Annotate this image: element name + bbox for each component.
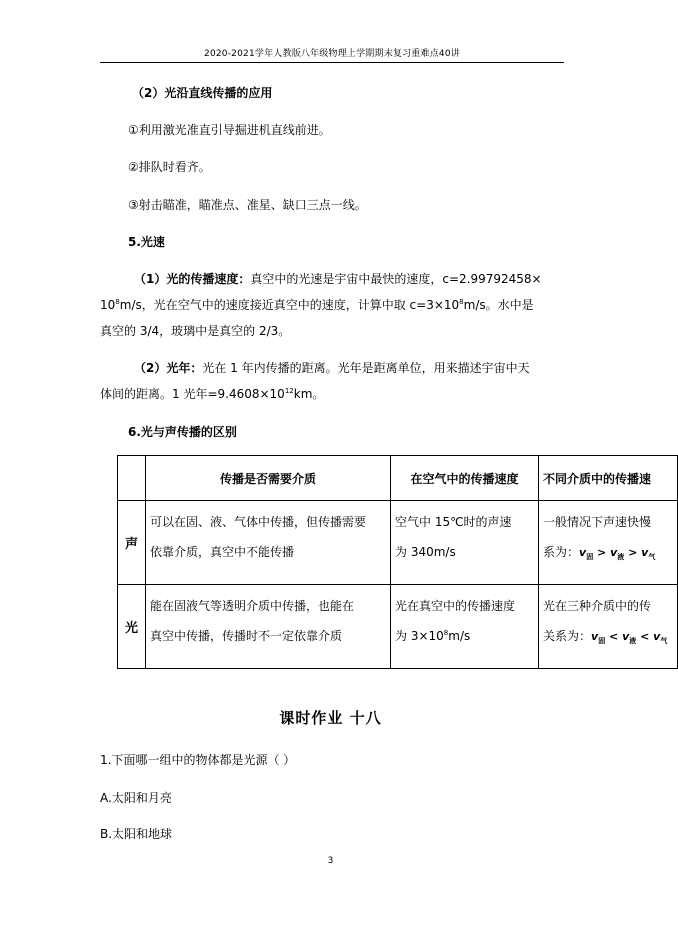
symbol: v bbox=[641, 546, 649, 559]
table-row bbox=[118, 501, 678, 585]
section-heading-applications: （2）光沿直线传播的应用 bbox=[132, 86, 273, 100]
paragraph-light-year-line1 bbox=[134, 359, 530, 377]
paragraph-light-year-line2 bbox=[100, 385, 324, 403]
cell-line bbox=[395, 621, 534, 651]
page-header: 2020-2021学年人教版八年级物理上学期期末复习重难点40讲 bbox=[204, 49, 460, 59]
section-heading-difference: 6.光与声传播的区别 bbox=[128, 425, 237, 439]
table-corner bbox=[118, 456, 146, 501]
list-item: ②排队时看齐。 bbox=[128, 160, 211, 174]
paragraph-light-speed-line3: 真空的 3/4，玻璃中是真空的 2/3。 bbox=[100, 324, 291, 338]
cell-line bbox=[543, 537, 673, 572]
table-row bbox=[118, 585, 678, 669]
section-heading-speed-of-light: 5.光速 bbox=[128, 235, 165, 249]
symbol: v bbox=[579, 546, 587, 559]
cell-line: 光在真空中的传播速度 bbox=[395, 599, 516, 613]
subscript: 气 bbox=[648, 553, 656, 562]
subscript: 固 bbox=[586, 553, 594, 562]
cell-line: 一般情况下声速快慢 bbox=[543, 515, 652, 529]
page-number: 3 bbox=[327, 856, 334, 866]
table-cell bbox=[391, 501, 539, 585]
text-span: m/s。水中是 bbox=[463, 298, 534, 312]
text-span: 为 3×10 bbox=[395, 629, 444, 643]
term-label: （1）光的传播速度： bbox=[134, 272, 251, 286]
text-span: 真空中的光速是宇宙中最快的速度，c=2.99792458× bbox=[250, 272, 542, 286]
speed-relation bbox=[591, 630, 668, 646]
symbol: > bbox=[628, 546, 638, 559]
paragraph-light-speed-line1 bbox=[134, 270, 542, 288]
text-span: km。 bbox=[293, 387, 325, 401]
row-label-light: 光 bbox=[118, 585, 146, 669]
cell-line: 为 340m/s bbox=[395, 545, 456, 559]
superscript: 8 bbox=[115, 298, 120, 306]
text-span: 光在 1 年内传播的距离。光年是距离单位，用来描述宇宙中天 bbox=[202, 361, 530, 375]
superscript: 12 bbox=[284, 387, 294, 395]
text-span: 系为： bbox=[543, 545, 580, 559]
text-span: 10 bbox=[100, 298, 116, 312]
column-header: 在空气中的传播速度 bbox=[391, 456, 539, 501]
symbol: v bbox=[622, 630, 630, 643]
subscript: 固 bbox=[598, 637, 606, 646]
superscript: 8 bbox=[443, 629, 449, 637]
homework-title: 课时作业 十八 bbox=[279, 709, 382, 727]
cell-line: 可以在固、液、气体中传播，但传播需要 bbox=[150, 515, 367, 529]
text-span: m/s，光在空气中的速度接近真空中的速度，计算中取 c=3×10 bbox=[119, 298, 460, 312]
text-span: 体间的距离。1 光年=9.4608×10 bbox=[100, 387, 285, 401]
subscript: 液 bbox=[629, 637, 637, 646]
subscript: 液 bbox=[617, 553, 625, 562]
question-text: 1.下面哪一组中的物体都是光源（ ） bbox=[100, 753, 296, 767]
column-header: 传播是否需要介质 bbox=[146, 456, 391, 501]
table-cell bbox=[146, 585, 391, 669]
symbol: < bbox=[640, 630, 650, 643]
list-item: ①利用激光准直引导掘进机直线前进。 bbox=[128, 123, 331, 137]
term-label: （2）光年： bbox=[134, 361, 203, 375]
table-cell bbox=[146, 501, 391, 585]
cell-line: 光在三种介质中的传 bbox=[543, 599, 652, 613]
cell-line: 真空中传播，传播时不一定依靠介质 bbox=[150, 629, 343, 643]
cell-line: 依靠介质，真空中不能传播 bbox=[150, 545, 295, 559]
column-header: 不同介质中的传播速 bbox=[539, 456, 678, 501]
cell-line: 空气中 15℃时的声速 bbox=[395, 515, 512, 529]
text-span: 关系为： bbox=[543, 629, 592, 643]
speed-relation bbox=[579, 546, 656, 562]
symbol: v bbox=[610, 546, 618, 559]
symbol: v bbox=[653, 630, 661, 643]
table-cell bbox=[539, 501, 678, 585]
list-item: ③射击瞄准，瞄准点、准星、缺口三点一线。 bbox=[128, 198, 367, 212]
symbol: v bbox=[591, 630, 599, 643]
subscript: 气 bbox=[660, 637, 668, 646]
symbol: > bbox=[597, 546, 607, 559]
comparison-table bbox=[117, 455, 678, 669]
cell-line: 能在固液气等透明介质中传播，也能在 bbox=[150, 599, 355, 613]
option-b: B.太阳和地球 bbox=[100, 827, 173, 841]
row-label-sound: 声 bbox=[118, 501, 146, 585]
superscript: 8 bbox=[459, 298, 464, 306]
cell-line bbox=[543, 621, 673, 656]
paragraph-light-speed-line2 bbox=[100, 296, 534, 314]
table-header-row bbox=[118, 456, 678, 501]
option-a: A.太阳和月亮 bbox=[100, 791, 172, 805]
header-rule bbox=[100, 62, 564, 63]
symbol: < bbox=[609, 630, 619, 643]
table-cell bbox=[539, 585, 678, 669]
text-span: m/s bbox=[448, 629, 471, 643]
table-cell bbox=[391, 585, 539, 669]
